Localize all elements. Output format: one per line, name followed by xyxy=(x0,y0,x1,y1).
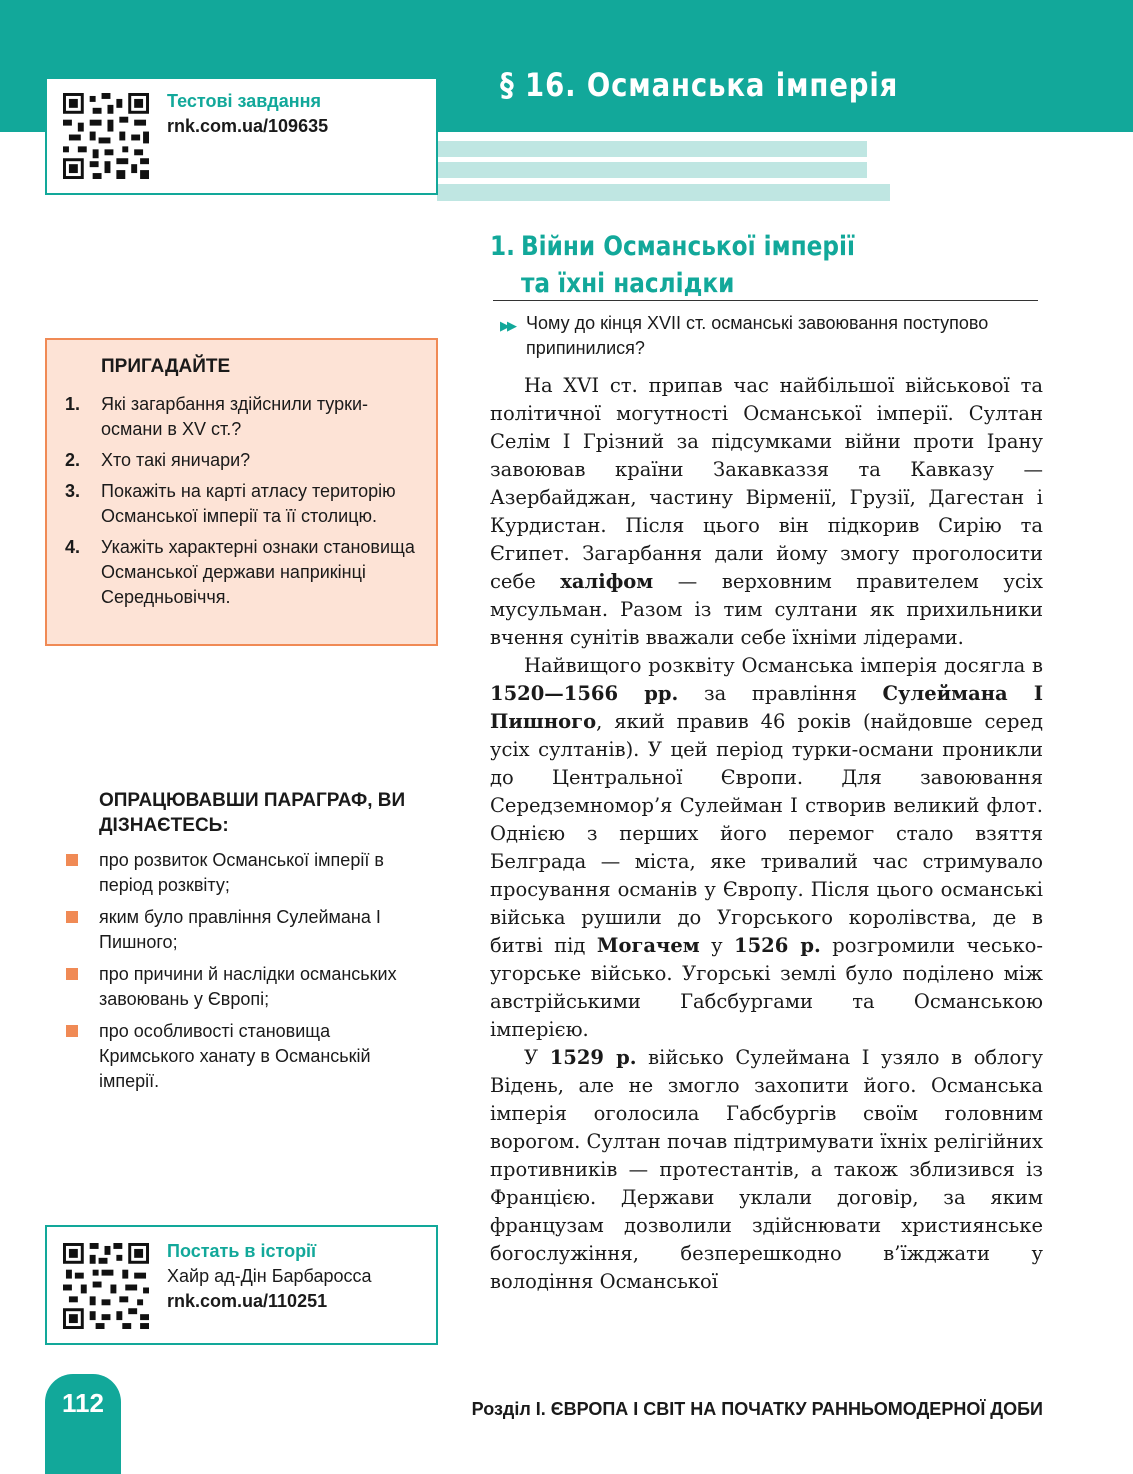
paragraph-title: § 16. Османська імперія xyxy=(500,66,899,104)
qr-code-icon xyxy=(63,1243,149,1329)
paragraph: На XVI ст. припав час найбільшої військової та політичної могутності Османської імперії. Султан Селім I Грізний за підсумками війни проти Ірану завоював країни Закавказзя та Кавказу — Азербайджан, частину Вірменії, Грузії, Дагестан і Курдистан. Після цього він підкорив Сирію та Єгипет. Загарбання дали йому змогу проголосити себе халіфом — верховним правителем усіх мусульман. Разом із тим султани як прихильники вчення сунітів вважали себе їхніми лідерами. xyxy=(490,374,1043,649)
historical-figure-title: Постать в історії xyxy=(167,1241,317,1261)
list-item: 1. Які загарбання здійснили турки-османи в XV ст.? xyxy=(65,394,369,439)
test-tasks-box[interactable] xyxy=(45,77,438,195)
page-number-tab xyxy=(45,1374,121,1474)
list-item: 3. Покажіть на карті атласу територію Османської імперії та її столицю. xyxy=(65,481,396,526)
test-tasks-title: Тестові завдання xyxy=(167,91,321,111)
double-arrow-icon: ▶▶ xyxy=(500,318,514,333)
historical-figure-box[interactable] xyxy=(45,1225,438,1345)
list-item: 4. Укажіть характерні ознаки становища Османської держави наприкінці Середньовіччя. xyxy=(65,537,415,607)
body-text xyxy=(490,372,1043,1296)
learn-heading: ОПРАЦЮВАВШИ ПАРАГРАФ, ВИ ДІЗНАЄТЕСЬ: xyxy=(99,790,406,836)
bullet-square-icon xyxy=(66,968,78,980)
recall-list xyxy=(65,392,415,616)
bullet-square-icon xyxy=(66,911,78,923)
qr-code-icon xyxy=(63,93,149,179)
test-tasks-link[interactable]: rnk.com.ua/109635 xyxy=(167,116,329,136)
guiding-question xyxy=(500,311,1020,361)
decorative-stripe xyxy=(437,141,867,157)
page-number: 112 xyxy=(62,1388,104,1418)
bullet-square-icon xyxy=(66,1025,78,1037)
bullet-square-icon xyxy=(66,854,78,866)
decorative-stripe xyxy=(437,184,890,201)
section-title-line2: та їхні наслідки xyxy=(520,268,735,299)
historical-figure-link[interactable]: rnk.com.ua/110251 xyxy=(167,1291,328,1311)
list-item: про особливості становища Кримського ханату в Османській імперії. xyxy=(66,1019,426,1094)
section-number: 1. xyxy=(490,231,515,262)
chapter-footer: Розділ I. ЄВРОПА І СВІТ НА ПОЧАТКУ РАННЬОМОДЕРНОЇ ДОБИ xyxy=(471,1399,1043,1419)
list-item: 2. Хто такі яничари? xyxy=(65,450,251,470)
section-divider xyxy=(493,300,1038,301)
guiding-question-text: Чому до кінця XVII ст. османські завоювання поступово припинилися? xyxy=(526,313,989,358)
section-title-line1: Війни Османської імперії xyxy=(520,231,855,262)
list-item: про розвиток Османської імперії в період розквіту; xyxy=(66,848,426,898)
historical-figure-name: Хайр ад-Дін Барбаросса xyxy=(167,1266,372,1286)
recall-box xyxy=(45,338,438,646)
paragraph: У 1529 р. військо Сулеймана I узяло в облогу Відень, але не змогло захопити його. Османська імперія оголосила Габсбургів своїм головним ворогом. Султан почав підтримувати їхніх релігійних противників — протестантів, а також зблизився із Францією. Держави уклали договір, за яким французам дозволили здійснювати християнське богослужіння, безперешкодно в’їжджати у володіння Османської xyxy=(490,1046,1043,1293)
section-title xyxy=(490,228,855,302)
recall-heading: ПРИГАДАЙТЕ xyxy=(101,356,231,377)
learn-list xyxy=(66,848,426,1101)
paragraph: Найвищого розквіту Османська імперія досягла в 1520—1566 рр. за правління Сулеймана I Пишного, який правив 46 років (найдовше серед усіх султанів). У цей період турки-османи проникли до Центральної Європи. Для завоювання Середземномор’я Сулейман I створив великий флот. Однією з перших його перемог стало взяття Белграда — міста, яке тривалий час стримувало просування османів у Європу. Після цього османські війська рушили до Угорського королівства, де в битві під Могачем у 1526 р. розгромили чесько-угорське військо. Угорські землі було поділено між австрійськими Габсбургами та Османською імперією. xyxy=(490,654,1043,1041)
list-item: про причини й наслідки османських завоювань у Європі; xyxy=(66,962,426,1012)
decorative-stripe xyxy=(437,162,867,178)
list-item: яким було правління Сулеймана I Пишного; xyxy=(66,905,426,955)
